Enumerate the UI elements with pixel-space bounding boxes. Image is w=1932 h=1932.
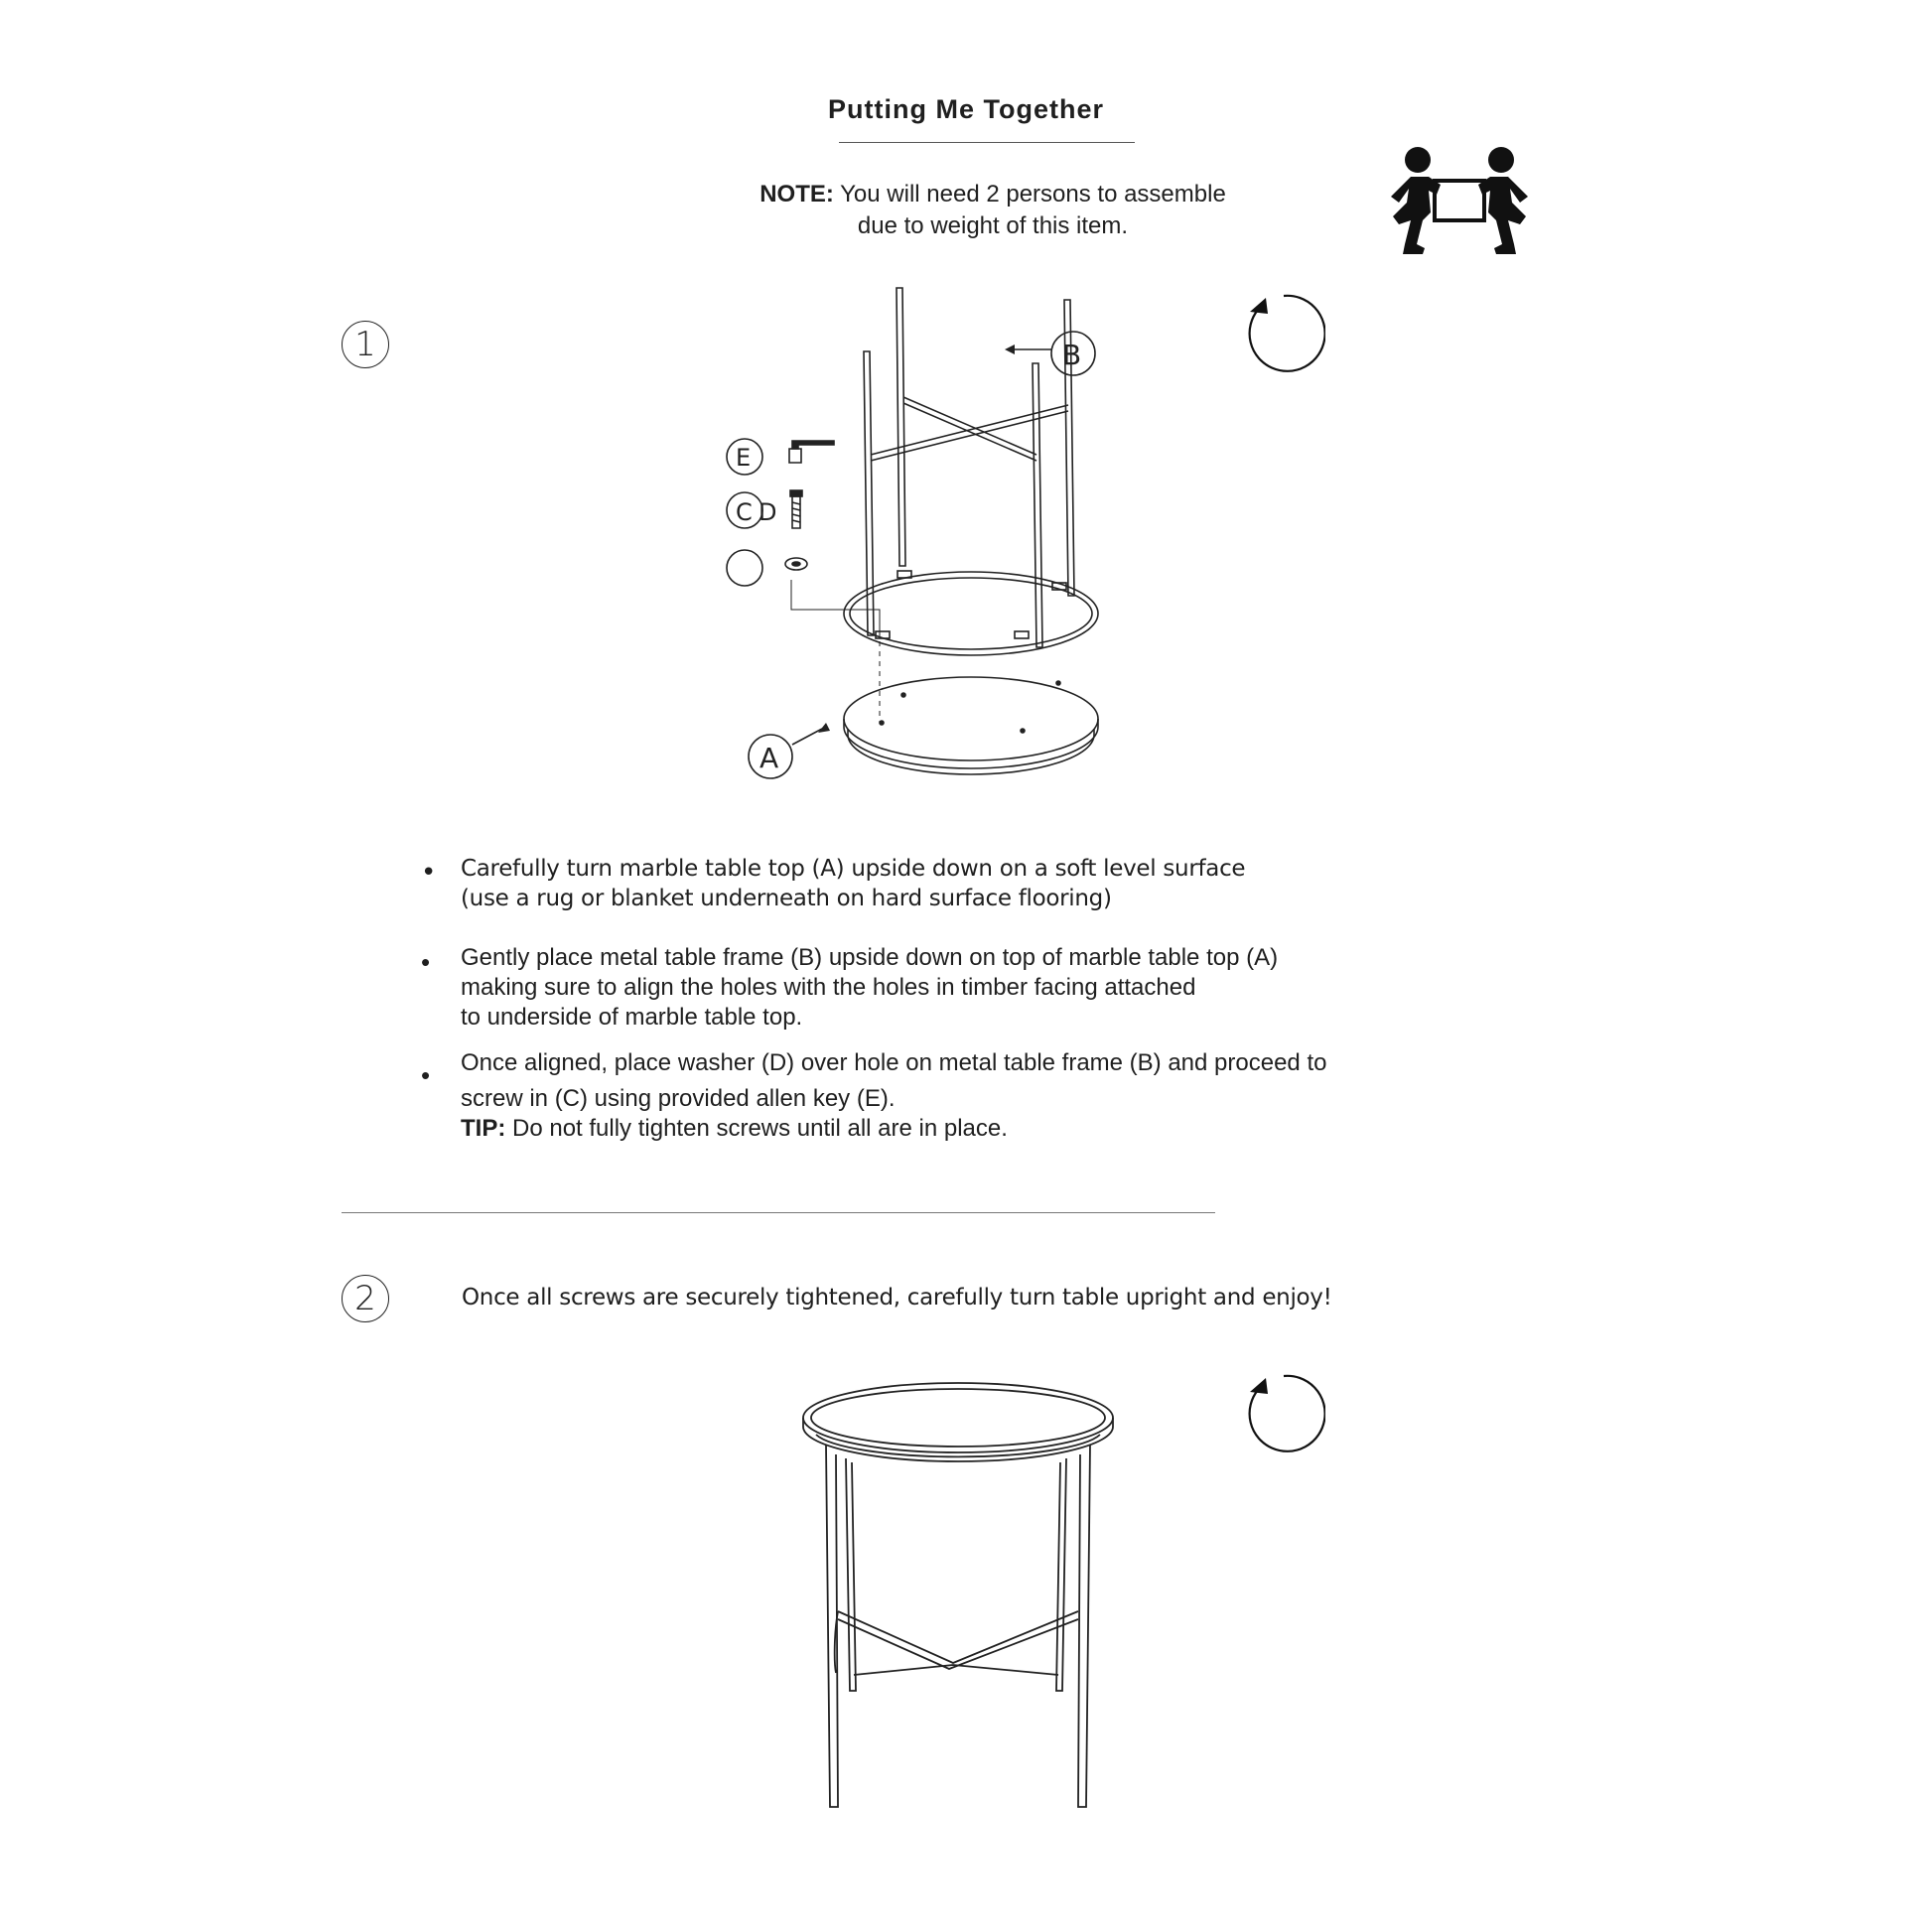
step-1-diagram — [715, 278, 1132, 794]
bullet-1-line-2: (use a rug or blanket underneath on hard surface flooring) — [461, 886, 1112, 911]
step-1-number: 1 — [342, 321, 389, 368]
part-label-e: E — [736, 444, 752, 472]
note-label: NOTE: — [759, 181, 834, 207]
tip-line — [461, 1114, 1489, 1144]
note-line-2: due to weight of this item. — [857, 212, 1129, 239]
step-2-text: Once all screws are securely tightened, carefully turn table upright and enjoy! — [462, 1285, 1332, 1311]
bullet-2-line-1: Gently place metal table frame (B) upside down on top of marble table top (A) — [461, 944, 1279, 971]
step-2-number: 2 — [342, 1275, 389, 1322]
part-label-b: B — [1062, 339, 1082, 371]
two-person-lift-icon — [1385, 145, 1534, 266]
assembled-table-top — [803, 1383, 1113, 1452]
page-title: Putting Me Together — [828, 94, 1104, 124]
bullet-glyph: • — [421, 947, 431, 977]
bullet-3-line-1: Once aligned, place washer (D) over hole on metal table frame (B) and proceed to — [461, 1049, 1327, 1076]
brace-1 — [903, 397, 1036, 461]
bullet-glyph: • — [421, 858, 437, 888]
step-2-diagram — [794, 1375, 1122, 1812]
step-1-bullet-3 — [417, 1048, 1489, 1144]
title-underline — [839, 142, 1135, 143]
screw — [790, 490, 802, 496]
step-1-bullet-1 — [417, 854, 1489, 913]
section-divider — [342, 1212, 1215, 1213]
arrow-a — [792, 729, 822, 745]
assembly-note — [596, 179, 1390, 242]
part-label-a: A — [759, 742, 779, 774]
bullet-2-line-2: making sure to align the holes with the holes in timber facing attached — [461, 974, 1196, 1001]
tip-label: TIP: — [461, 1115, 506, 1142]
bullet-3-line-2: screw in (C) using provided allen key (E). — [461, 1085, 896, 1112]
frame-ring — [844, 572, 1098, 655]
part-label-c: C — [736, 498, 753, 526]
bullet-glyph: • — [421, 1060, 431, 1090]
bullet-2-line-3: to underside of marble table top. — [461, 1004, 803, 1031]
leg-front-right — [1078, 1445, 1090, 1807]
step-1-bullet-2 — [417, 943, 1489, 1033]
frame-legs — [864, 288, 1074, 647]
table-top — [844, 677, 1098, 760]
leg-back-right — [1056, 1458, 1066, 1691]
leg-back-left — [846, 1458, 856, 1691]
note-line-1: You will need 2 persons to assemble — [840, 181, 1226, 207]
part-label-d: D — [759, 498, 777, 526]
tip-text: Do not fully tighten screws until all are in place. — [512, 1115, 1008, 1142]
allen-key — [792, 441, 834, 449]
rotate-arrow-icon — [1236, 1368, 1325, 1457]
label-circle-d — [727, 550, 762, 586]
rotate-arrow-icon — [1236, 288, 1325, 377]
bullet-1-line-1: Carefully turn marble table top (A) upside down on a soft level surface — [461, 856, 1246, 882]
brace-upper — [838, 1611, 1078, 1663]
